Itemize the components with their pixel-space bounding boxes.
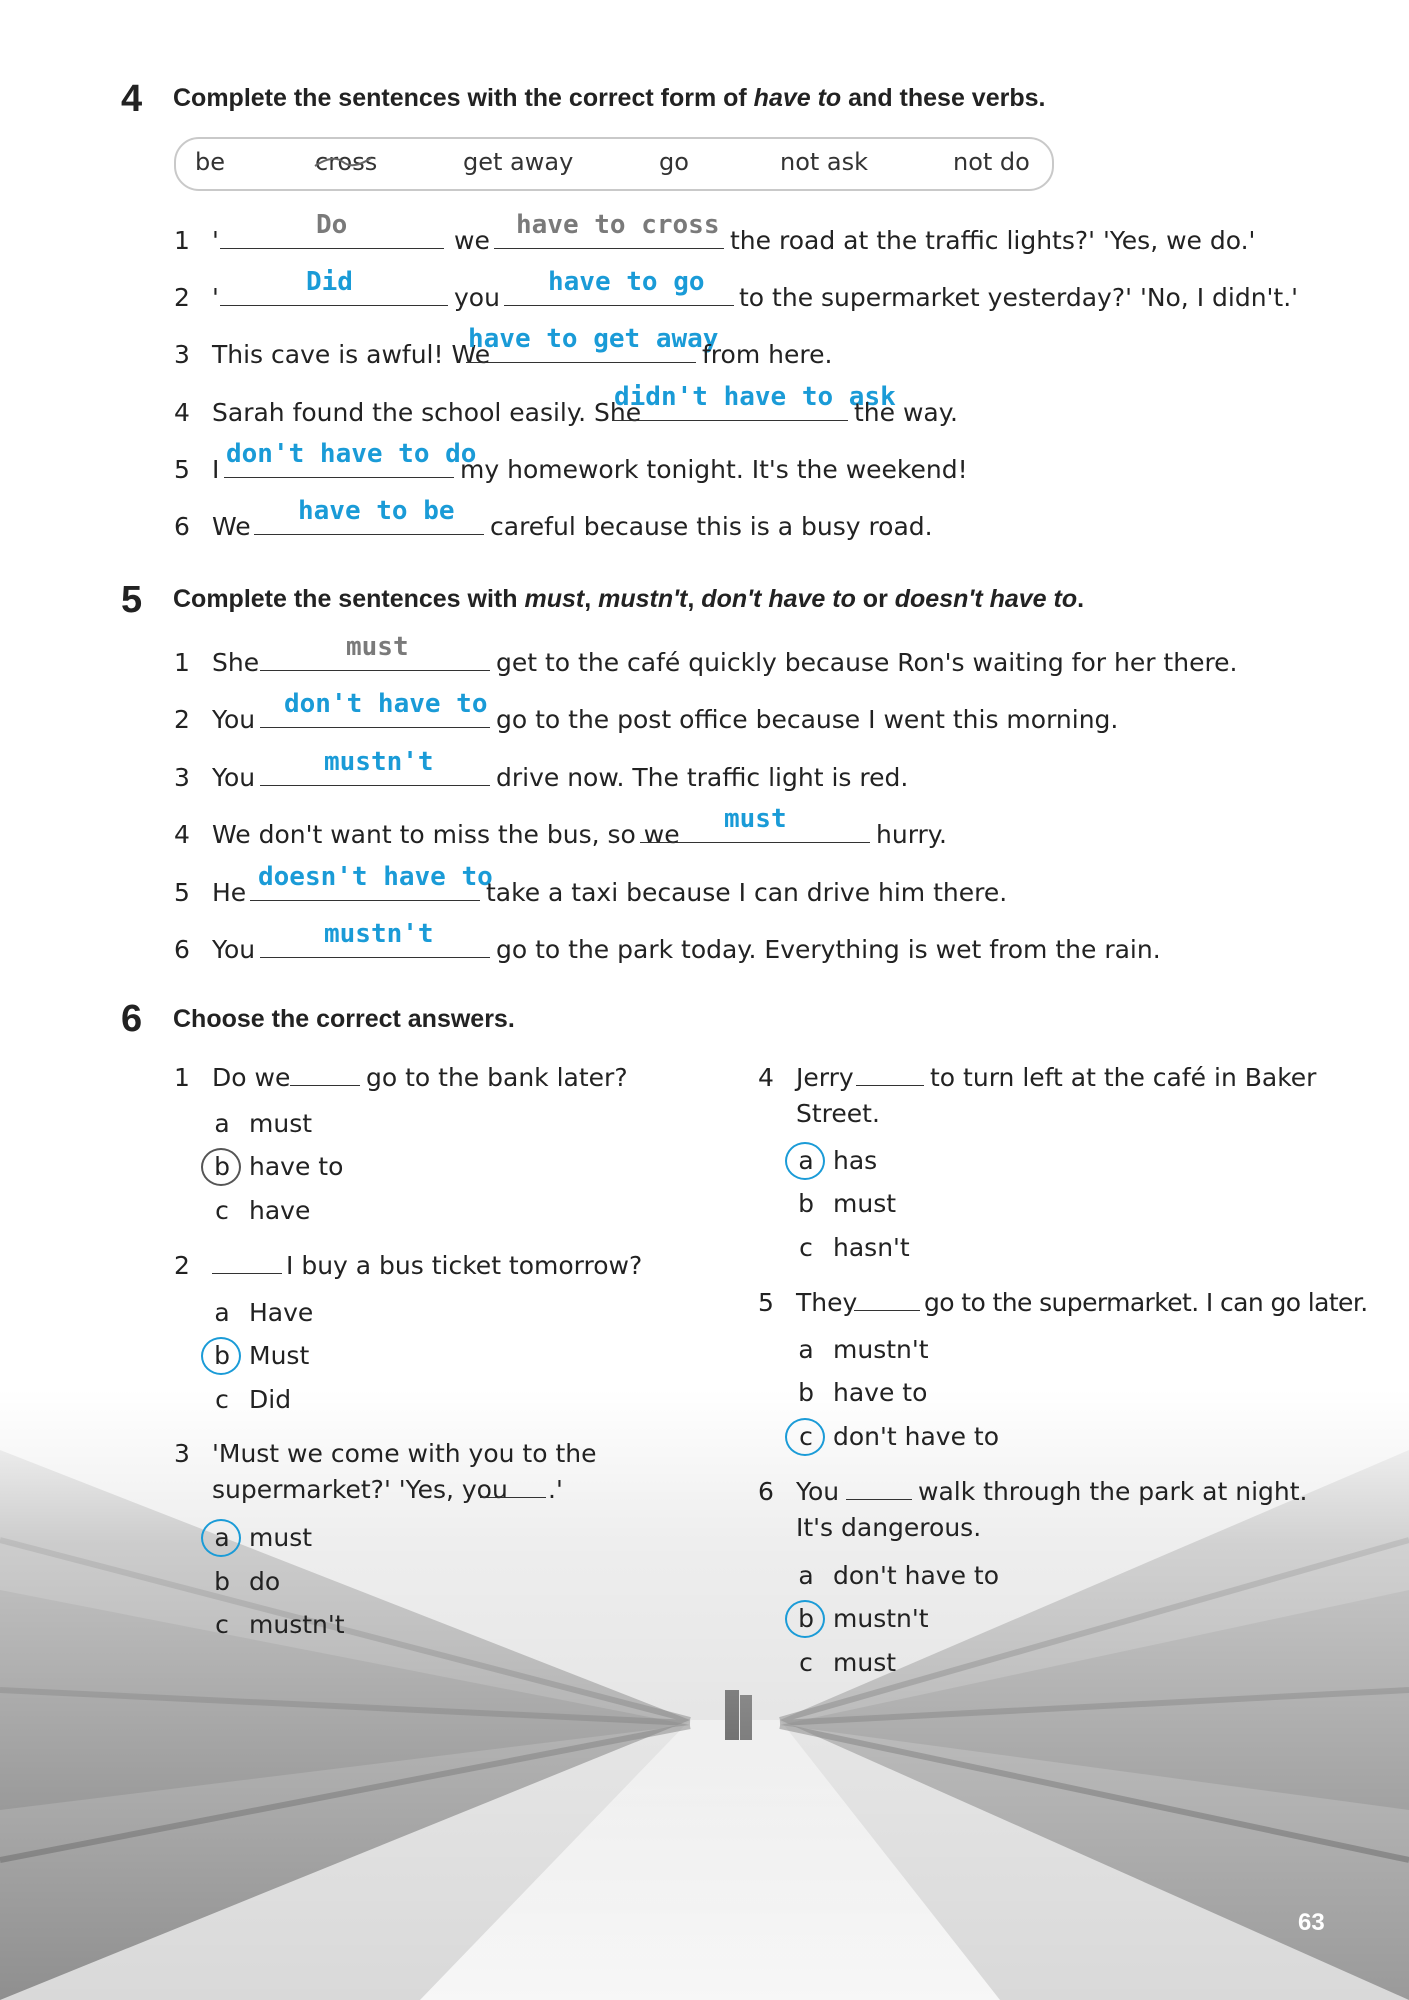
answer-blank[interactable]: Do xyxy=(220,218,444,249)
ex4-item-1: 1 ' Do we have to cross the road at the traffic lights?' 'Yes, we do.' xyxy=(174,210,1256,255)
answer-blank xyxy=(480,1473,546,1498)
word-get-away: get away xyxy=(463,148,574,176)
ex6-question-6: 6 You walk through the park at night. xyxy=(758,1477,1308,1506)
ex6-question-1: 1 Do we go to the bank later? xyxy=(174,1063,628,1092)
answer-blank[interactable]: mustn't xyxy=(260,927,490,958)
answer-blank xyxy=(854,1286,920,1311)
exercise-6-number: 6 xyxy=(121,998,143,1040)
word-cross: cross xyxy=(315,148,378,176)
answer-blank[interactable]: have to get away xyxy=(466,332,696,363)
word-not-do: not do xyxy=(953,148,1030,176)
word-be: be xyxy=(195,148,225,176)
ex6-question-4: 4 Jerry to turn left at the café in Baker xyxy=(758,1063,1317,1092)
page-number: 63 xyxy=(1298,1909,1325,1936)
answer-blank xyxy=(856,1061,924,1086)
ex4-item-3: 3 This cave is awful! We have to get away from here. xyxy=(174,324,833,369)
answer-blank[interactable]: have to cross xyxy=(494,218,724,249)
answer-blank[interactable]: don't have to xyxy=(260,697,490,728)
exercise-4-number: 4 xyxy=(121,78,143,120)
ex5-item-2: 2 You don't have to go to the post office because I went this morning. xyxy=(174,689,1119,734)
ex4-item-6: 6 We have to be careful because this is a busy road. xyxy=(174,496,933,541)
answer-blank xyxy=(290,1061,360,1086)
answer-blank[interactable]: doesn't have to xyxy=(250,870,480,901)
ex4-item-2: 2 ' Did you have to go to the supermarket yesterday?' 'No, I didn't.' xyxy=(174,267,1299,312)
ex6-question-3-line-2: supermarket?' 'Yes, you .' xyxy=(212,1475,563,1504)
ex6-question-6-line-2: It's dangerous. xyxy=(796,1513,982,1542)
ex4-item-5: 5 I don't have to do my homework tonight. It's the weekend! xyxy=(174,439,968,484)
exercise-4-title: Complete the sentences with the correct form of have to and these verbs. xyxy=(173,84,1046,112)
word-box xyxy=(174,137,1054,191)
answer-blank[interactable]: have to go xyxy=(504,275,734,306)
cross-out-mark xyxy=(313,152,373,172)
exercise-5-title: Complete the sentences with must, mustn't, don't have to or doesn't have to. xyxy=(173,585,1085,613)
ex5-item-5: 5 He doesn't have to take a taxi because I can drive him there. xyxy=(174,862,1008,907)
ex5-item-4: 4 We don't want to miss the bus, so we must hurry. xyxy=(174,804,947,849)
answer-blank[interactable]: have to be xyxy=(254,504,484,535)
answer-blank xyxy=(212,1249,282,1274)
ex6-question-2: 2 I buy a bus ticket tomorrow? xyxy=(174,1251,643,1280)
ex4-item-4: 4 Sarah found the school easily. She didn't have to ask the way. xyxy=(174,382,958,427)
ex6-question-3: 3 'Must we come with you to the xyxy=(174,1439,597,1468)
ex6-question-4-line-2: Street. xyxy=(796,1099,880,1128)
answer-blank[interactable]: don't have to do xyxy=(224,447,454,478)
word-not-ask: not ask xyxy=(780,148,869,176)
answer-blank[interactable]: didn't have to ask xyxy=(612,390,848,421)
ex6-question-5: 5 They go to the supermarket. I can go later. xyxy=(758,1288,1368,1317)
exercise-6-title: Choose the correct answers. xyxy=(173,1005,515,1033)
answer-blank[interactable]: must xyxy=(640,812,870,843)
exercise-5-number: 5 xyxy=(121,579,143,621)
answer-blank[interactable]: mustn't xyxy=(260,755,490,786)
ex5-item-3: 3 You mustn't drive now. The traffic light is red. xyxy=(174,747,909,792)
answer-blank xyxy=(846,1475,912,1500)
answer-blank[interactable]: Did xyxy=(220,275,448,306)
ex5-item-1: 1 She must get to the café quickly because Ron's waiting for her there. xyxy=(174,632,1238,677)
ex5-item-6: 6 You mustn't go to the park today. Everything is wet from the rain. xyxy=(174,919,1161,964)
answer-blank[interactable]: must xyxy=(260,640,490,671)
word-go: go xyxy=(659,148,689,176)
